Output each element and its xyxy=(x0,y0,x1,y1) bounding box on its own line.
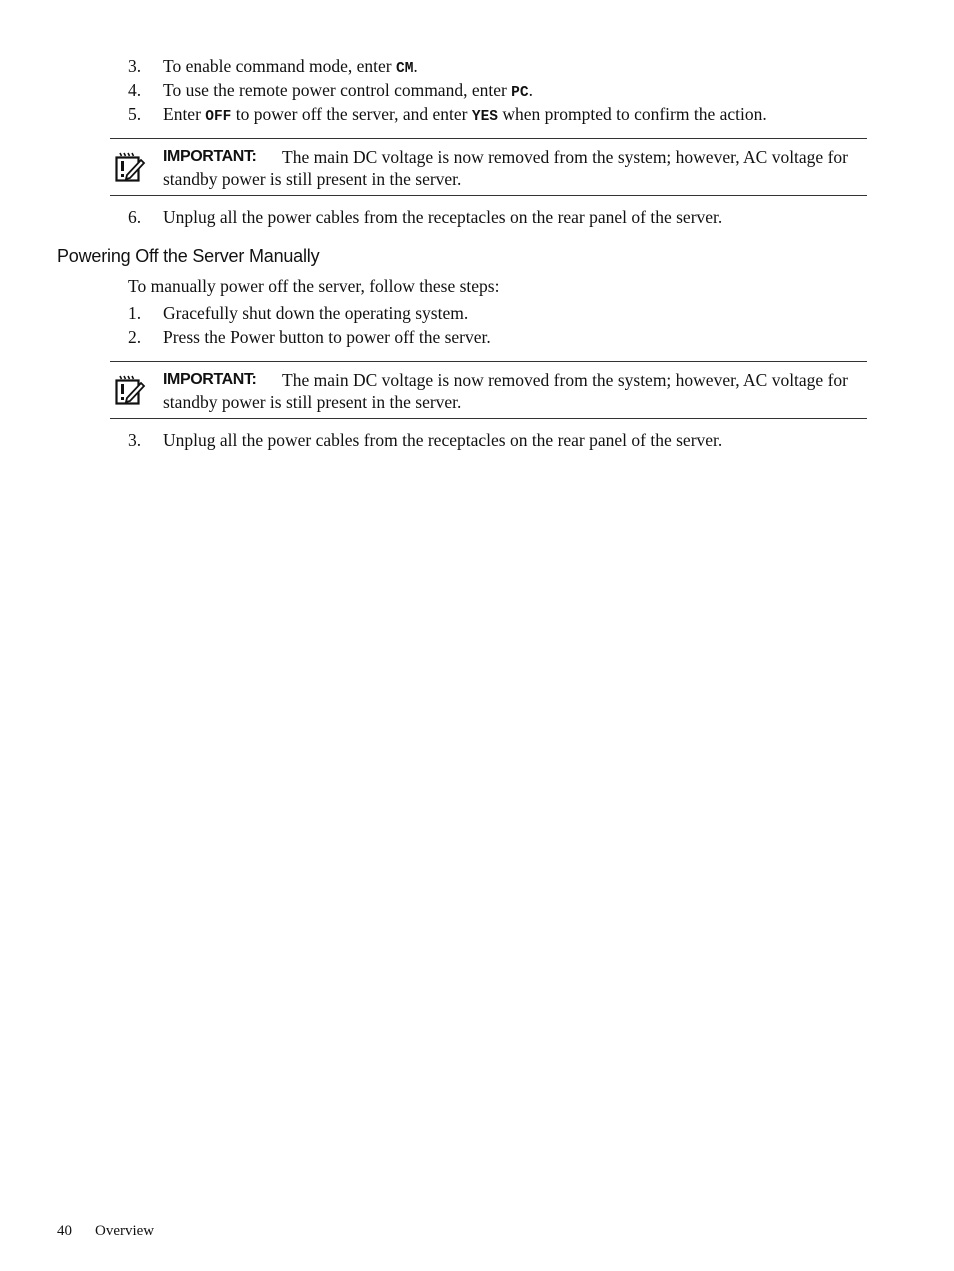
list-item-step-2 xyxy=(128,325,888,349)
list-text: Gracefully shut down the operating system. xyxy=(163,303,469,323)
list-item-step-6 xyxy=(128,205,888,229)
list-item-step-3-manual xyxy=(128,428,888,452)
list-text: Unplug all the power cables from the receptacles on the rear panel of the server. xyxy=(163,430,723,450)
list-text: To enable command mode, enter CM. xyxy=(163,56,418,77)
list-text: Press the Power button to power off the server. xyxy=(163,327,491,347)
list-text: Enter OFF to power off the server, and enter YES when prompted to confirm the action. xyxy=(163,104,767,125)
important-note xyxy=(110,138,867,196)
list-number: 5. xyxy=(128,104,142,124)
list-item-step-4 xyxy=(128,78,888,102)
list-number: 4. xyxy=(128,80,142,100)
list-item-step-3 xyxy=(128,54,888,78)
important-note xyxy=(110,361,867,419)
code-pc: PC xyxy=(511,85,529,101)
page-number: 40 xyxy=(57,1223,72,1239)
list-number: 6. xyxy=(128,207,142,227)
footer-section-title: Overview xyxy=(95,1223,155,1239)
list-number: 2. xyxy=(128,327,142,347)
important-text: The main DC voltage is now removed from the system; however, AC voltage for standby power is still present in the server. xyxy=(163,147,848,189)
code-off: OFF xyxy=(205,109,232,125)
intro-paragraph: To manually power off the server, follow these steps: xyxy=(128,276,500,296)
important-note-icon xyxy=(114,374,146,406)
list-item-step-5 xyxy=(128,102,888,126)
important-label: IMPORTANT: xyxy=(163,371,257,388)
list-number: 3. xyxy=(128,430,142,450)
section-heading: Powering Off the Server Manually xyxy=(57,246,320,266)
code-yes: YES xyxy=(471,109,498,125)
important-note-icon xyxy=(114,151,146,183)
list-text: Unplug all the power cables from the receptacles on the rear panel of the server. xyxy=(163,207,723,227)
list-number: 3. xyxy=(128,56,142,76)
important-text: The main DC voltage is now removed from the system; however, AC voltage for standby power is still present in the server. xyxy=(163,370,848,412)
list-number: 1. xyxy=(128,303,142,323)
important-label: IMPORTANT: xyxy=(163,148,257,165)
list-item-step-1 xyxy=(128,301,888,325)
list-text: To use the remote power control command, enter PC. xyxy=(163,80,533,101)
code-cm: CM xyxy=(396,61,414,77)
